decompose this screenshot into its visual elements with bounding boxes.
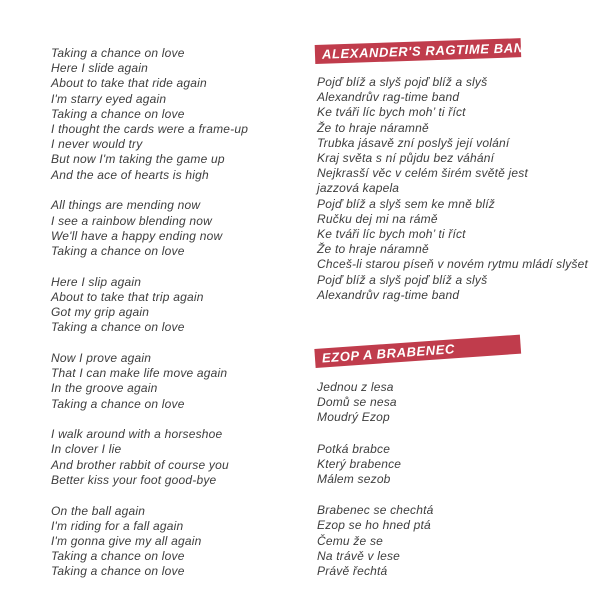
lyric-line: Který brabence <box>317 456 402 471</box>
stanza <box>51 275 306 336</box>
lyric-line: We'll have a happy ending now <box>51 228 223 243</box>
lyric-line: Pojď blíž a slyš pojď blíž a slyš <box>317 75 488 89</box>
lyric-line: Moudrý Ezop <box>317 410 390 425</box>
lyric-line: Alexandrův rag-time band <box>317 287 460 302</box>
lyric-line: Potká brabce <box>317 441 391 456</box>
lyric-line: Here I slip again <box>51 274 142 289</box>
lyric-line: Better kiss your foot good-bye <box>51 472 217 487</box>
lyric-line: In the groove again <box>51 381 158 396</box>
lyric-line: Na trávě v lese <box>317 548 401 563</box>
stanza <box>51 198 306 259</box>
lyric-line: Now I prove again <box>51 350 152 365</box>
lyric-line: Brabenec se chechtá <box>317 503 434 518</box>
lyric-line: Ke tváři líc bych moh’ ti říct <box>317 105 466 120</box>
lyric-line: About to take that ride again <box>51 76 207 91</box>
stanza <box>317 380 592 426</box>
lyric-line: That I can make life move again <box>51 366 228 381</box>
lyric-line: I walk around with a horseshoe <box>51 427 223 442</box>
lyric-line: In clover I lie <box>51 442 122 457</box>
lyric-line: About to take that trip again <box>51 289 204 304</box>
stanza <box>51 427 306 488</box>
lyric-line: I'm starry eyed again <box>51 91 167 106</box>
lyric-line: I never would try <box>51 137 143 152</box>
lyric-line: Chceš-li starou píseň v novém rytmu mládí slyšet <box>317 257 589 272</box>
section-title: ALEXANDER'S RAGTIME BAND <box>321 39 534 62</box>
lyric-line: Domů se nesa <box>317 395 397 410</box>
lyric-line: Taking a chance on love <box>51 46 185 60</box>
lyric-line: Ke tváři líc bych moh’ ti říct <box>317 227 466 242</box>
lyric-line: Že to hraje náramně <box>317 120 429 135</box>
lyric-line: Čemu že se <box>317 533 384 548</box>
section-title: EZOP A BRABENEC <box>321 341 456 366</box>
lyric-line: Ručku dej mi na rámě <box>317 211 438 226</box>
lyric-line: Právě řechtá <box>317 564 388 579</box>
lyric-line: Že to hraje náramně <box>317 242 429 257</box>
lyric-line: And brother rabbit of course you <box>51 457 229 472</box>
lyric-line: Kraj světa s ní půjdu bez váhání <box>317 151 495 166</box>
lyric-line: I thought the cards were a frame-up <box>51 122 249 137</box>
lyric-line: Alexandrův rag-time band <box>317 90 460 105</box>
lyric-line: But now I'm taking the game up <box>51 152 225 167</box>
lyric-line: Jednou z lesa <box>317 380 394 394</box>
lyric-line: Ezop se ho hned ptá <box>317 518 431 533</box>
lyric-line: Here I slide again <box>51 61 148 76</box>
lyric-line: I'm gonna give my all again <box>51 533 202 548</box>
lyric-line: All things are mending now <box>51 198 201 213</box>
section-banner-ezop-a-brabenec <box>314 335 521 368</box>
stanza <box>51 46 306 183</box>
stanza <box>51 351 306 412</box>
section-banner-alexanders-ragtime-band <box>315 38 534 64</box>
alexanders-ragtime-band-lyrics <box>317 75 592 303</box>
lyric-line: And the ace of hearts is high <box>51 167 209 182</box>
lyric-line: I see a rainbow blending now <box>51 213 213 228</box>
lyric-line: Pojď blíž a slyš sem ke mně blíž <box>317 196 495 211</box>
stanza <box>317 503 592 579</box>
lyric-line: Got my grip again <box>51 305 150 320</box>
lyric-line: jazzová kapela <box>317 181 400 196</box>
lyric-line: Taking a chance on love <box>51 320 185 335</box>
lyric-line: Nejkrasší věc v celém širém světě jest <box>317 166 528 181</box>
lyric-line: Taking a chance on love <box>51 396 185 411</box>
lyric-line: Taking a chance on love <box>51 106 185 121</box>
stanza <box>51 504 306 580</box>
lyric-line: Trubka jásavě zní poslyš její volání <box>317 135 510 150</box>
lyric-line: Taking a chance on love <box>51 549 185 564</box>
lyric-line: Málem sezob <box>317 472 391 487</box>
lyric-line: Pojď blíž a slyš pojď blíž a slyš <box>317 272 488 287</box>
lyric-line: Taking a chance on love <box>51 243 185 258</box>
left-column-lyrics <box>51 46 306 580</box>
ezop-a-brabenec-lyrics <box>317 380 592 592</box>
stanza <box>317 442 592 488</box>
lyric-line: I'm riding for a fall again <box>51 518 184 533</box>
lyric-line: Taking a chance on love <box>51 564 185 579</box>
lyric-line: On the ball again <box>51 503 146 518</box>
